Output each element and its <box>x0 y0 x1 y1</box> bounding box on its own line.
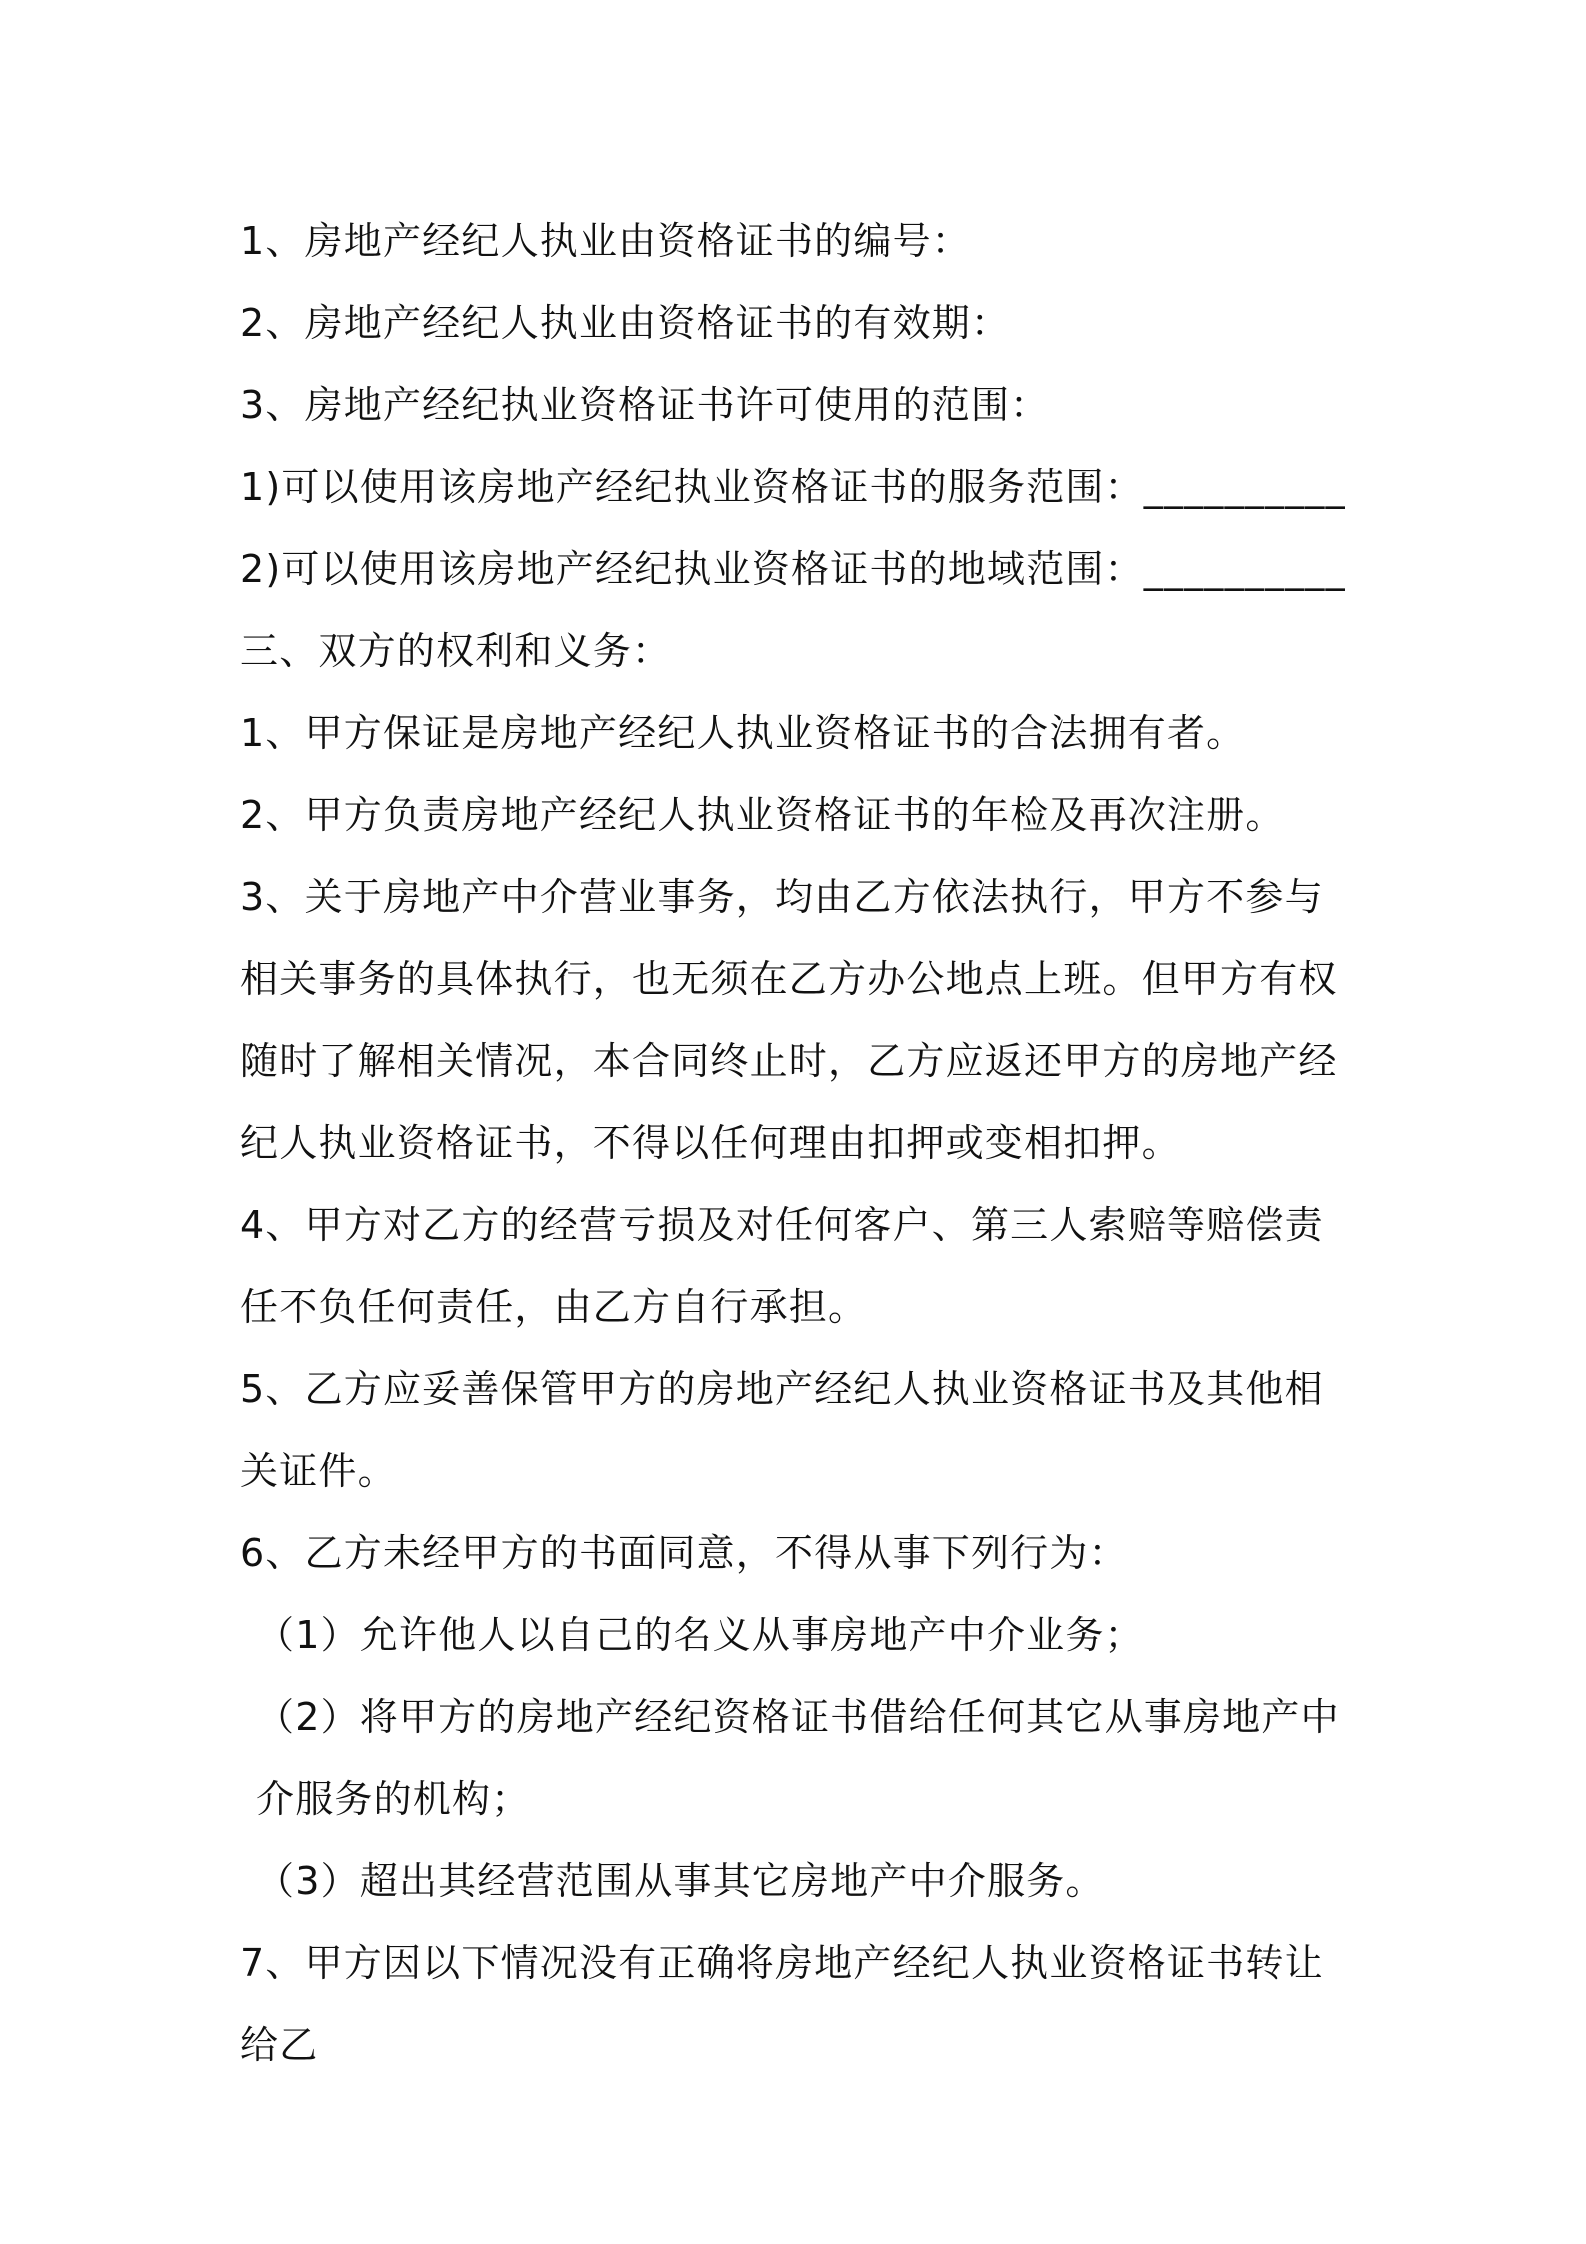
clause-6-item-3: （3）超出其经营范围从事其它房地产中介服务。 <box>256 1859 1105 1903</box>
clause-6-item-2: （2）将甲方的房地产经纪资格证书借给任何其它从事房地产中介服务的机构； <box>256 1695 1340 1821</box>
document-body <box>240 200 1360 2086</box>
section-heading-rights-obligations: 三、双方的权利和义务： <box>240 629 672 673</box>
paragraph-cert-number: 1、房地产经纪人执业由资格证书的编号： <box>240 219 971 263</box>
paragraph-region-scope: 2)可以使用该房地产经纪执业资格证书的地域范围：__________ <box>240 547 1346 591</box>
clause-1: 1、甲方保证是房地产经纪人执业资格证书的合法拥有者。 <box>240 711 1246 755</box>
paragraph-cert-validity: 2、房地产经纪人执业由资格证书的有效期： <box>240 301 1011 345</box>
clause-2: 2、甲方负责房地产经纪人执业资格证书的年检及再次注册。 <box>240 793 1285 837</box>
clause-6: 6、乙方未经甲方的书面同意，不得从事下列行为： <box>240 1531 1128 1575</box>
paragraph-service-scope: 1)可以使用该房地产经纪执业资格证书的服务范围：__________ <box>240 465 1346 509</box>
clause-7: 7、甲方因以下情况没有正确将房地产经纪人执业资格证书转让给乙 <box>240 1941 1324 2067</box>
clause-3: 3、关于房地产中介营业事务，均由乙方依法执行，甲方不参与相关事务的具体执行，也无须在乙方办公地点上班。但甲方有权随时了解相关情况，本合同终止时，乙方应返还甲方的房地产经纪人执业资格证书，不得以任何理由扣押或变相扣押。 <box>240 875 1338 1165</box>
paragraph-cert-scope: 3、房地产经纪执业资格证书许可使用的范围： <box>240 383 1050 427</box>
clause-6-item-1: （1）允许他人以自己的名义从事房地产中介业务； <box>256 1613 1144 1657</box>
clause-4: 4、甲方对乙方的经营亏损及对任何客户、第三人索赔等赔偿责任不负任何责任，由乙方自行承担。 <box>240 1203 1324 1329</box>
clause-5: 5、乙方应妥善保管甲方的房地产经纪人执业资格证书及其他相关证件。 <box>240 1367 1324 1493</box>
